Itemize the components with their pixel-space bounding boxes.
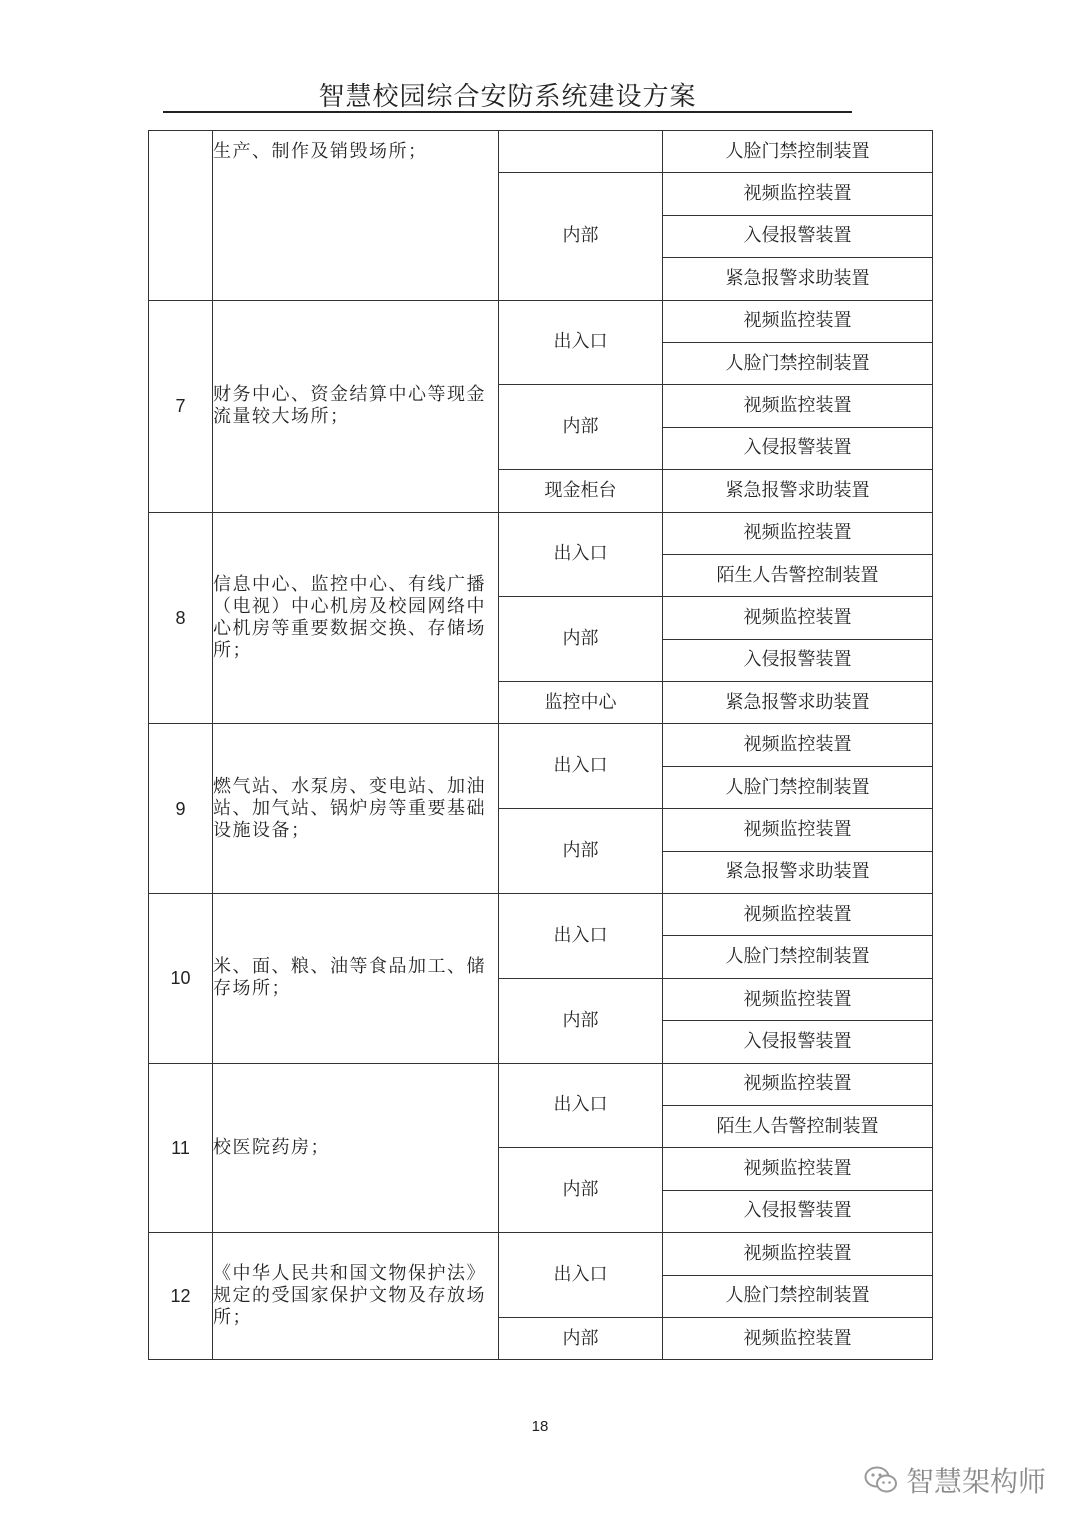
place-description: 米、面、粮、油等食品加工、储存场所； xyxy=(213,894,499,1064)
device-cell: 视频监控装置 xyxy=(663,300,933,342)
location-cell: 内部 xyxy=(499,978,663,1063)
device-cell: 陌生人告警控制装置 xyxy=(663,554,933,596)
device-cell: 人脸门禁控制装置 xyxy=(663,766,933,808)
security-requirements-table xyxy=(148,130,933,1360)
place-description: 信息中心、监控中心、有线广播（电视）中心机房及校园网络中心机房等重要数据交换、存储场所； xyxy=(213,512,499,724)
location-cell: 内部 xyxy=(499,385,663,470)
page-header-title: 智慧校园综合安防系统建设方案 xyxy=(318,82,697,112)
location-cell: 内部 xyxy=(499,597,663,682)
device-cell: 人脸门禁控制装置 xyxy=(663,131,933,173)
device-cell: 视频监控装置 xyxy=(663,173,933,215)
table-row xyxy=(149,724,933,766)
table-row xyxy=(149,300,933,342)
location-cell: 出入口 xyxy=(499,512,663,597)
table-row xyxy=(149,512,933,554)
device-cell: 视频监控装置 xyxy=(663,512,933,554)
row-number: 11 xyxy=(149,1063,213,1233)
device-cell: 紧急报警求助装置 xyxy=(663,258,933,300)
device-cell: 入侵报警装置 xyxy=(663,1021,933,1063)
device-cell: 入侵报警装置 xyxy=(663,427,933,469)
table-row xyxy=(149,894,933,936)
location-cell: 现金柜台 xyxy=(499,470,663,512)
device-cell: 人脸门禁控制装置 xyxy=(663,1275,933,1317)
table-row xyxy=(149,131,933,173)
location-cell xyxy=(499,131,663,173)
device-cell: 入侵报警装置 xyxy=(663,1190,933,1232)
device-cell: 紧急报警求助装置 xyxy=(663,470,933,512)
place-description: 燃气站、水泵房、变电站、加油站、加气站、锅炉房等重要基础设施设备； xyxy=(213,724,499,894)
location-cell: 内部 xyxy=(499,173,663,300)
device-cell: 入侵报警装置 xyxy=(663,215,933,257)
place-description: 生产、制作及销毁场所； xyxy=(213,131,499,301)
place-description: 财务中心、资金结算中心等现金流量较大场所； xyxy=(213,300,499,512)
device-cell: 入侵报警装置 xyxy=(663,639,933,681)
device-cell: 视频监控装置 xyxy=(663,385,933,427)
device-cell: 人脸门禁控制装置 xyxy=(663,342,933,384)
place-description: 《中华人民共和国文物保护法》规定的受国家保护文物及存放场所； xyxy=(213,1233,499,1360)
header-rule xyxy=(163,111,852,113)
device-cell: 视频监控装置 xyxy=(663,894,933,936)
wechat-icon xyxy=(864,1465,898,1495)
page-number: 18 xyxy=(531,1418,549,1435)
device-cell: 人脸门禁控制装置 xyxy=(663,936,933,978)
device-cell: 视频监控装置 xyxy=(663,1148,933,1190)
device-cell: 视频监控装置 xyxy=(663,1317,933,1359)
row-number: 9 xyxy=(149,724,213,894)
device-cell: 视频监控装置 xyxy=(663,978,933,1020)
table-row xyxy=(149,1063,933,1105)
device-cell: 视频监控装置 xyxy=(663,597,933,639)
watermark xyxy=(864,1460,1046,1500)
row-number xyxy=(149,131,213,301)
location-cell: 内部 xyxy=(499,1148,663,1233)
location-cell: 出入口 xyxy=(499,894,663,979)
device-cell: 陌生人告警控制装置 xyxy=(663,1105,933,1147)
place-description: 校医院药房； xyxy=(213,1063,499,1233)
location-cell: 出入口 xyxy=(499,724,663,809)
location-cell: 内部 xyxy=(499,1317,663,1359)
row-number: 7 xyxy=(149,300,213,512)
device-cell: 视频监控装置 xyxy=(663,809,933,851)
location-cell: 出入口 xyxy=(499,300,663,385)
device-cell: 紧急报警求助装置 xyxy=(663,851,933,893)
table-row xyxy=(149,1233,933,1275)
device-cell: 视频监控装置 xyxy=(663,1063,933,1105)
watermark-text: 智慧架构师 xyxy=(905,1465,1046,1498)
row-number: 12 xyxy=(149,1233,213,1360)
row-number: 8 xyxy=(149,512,213,724)
device-cell: 视频监控装置 xyxy=(663,1233,933,1275)
device-cell: 视频监控装置 xyxy=(663,724,933,766)
location-cell: 监控中心 xyxy=(499,682,663,724)
location-cell: 出入口 xyxy=(499,1233,663,1318)
location-cell: 内部 xyxy=(499,809,663,894)
location-cell: 出入口 xyxy=(499,1063,663,1148)
device-cell: 紧急报警求助装置 xyxy=(663,682,933,724)
row-number: 10 xyxy=(149,894,213,1064)
